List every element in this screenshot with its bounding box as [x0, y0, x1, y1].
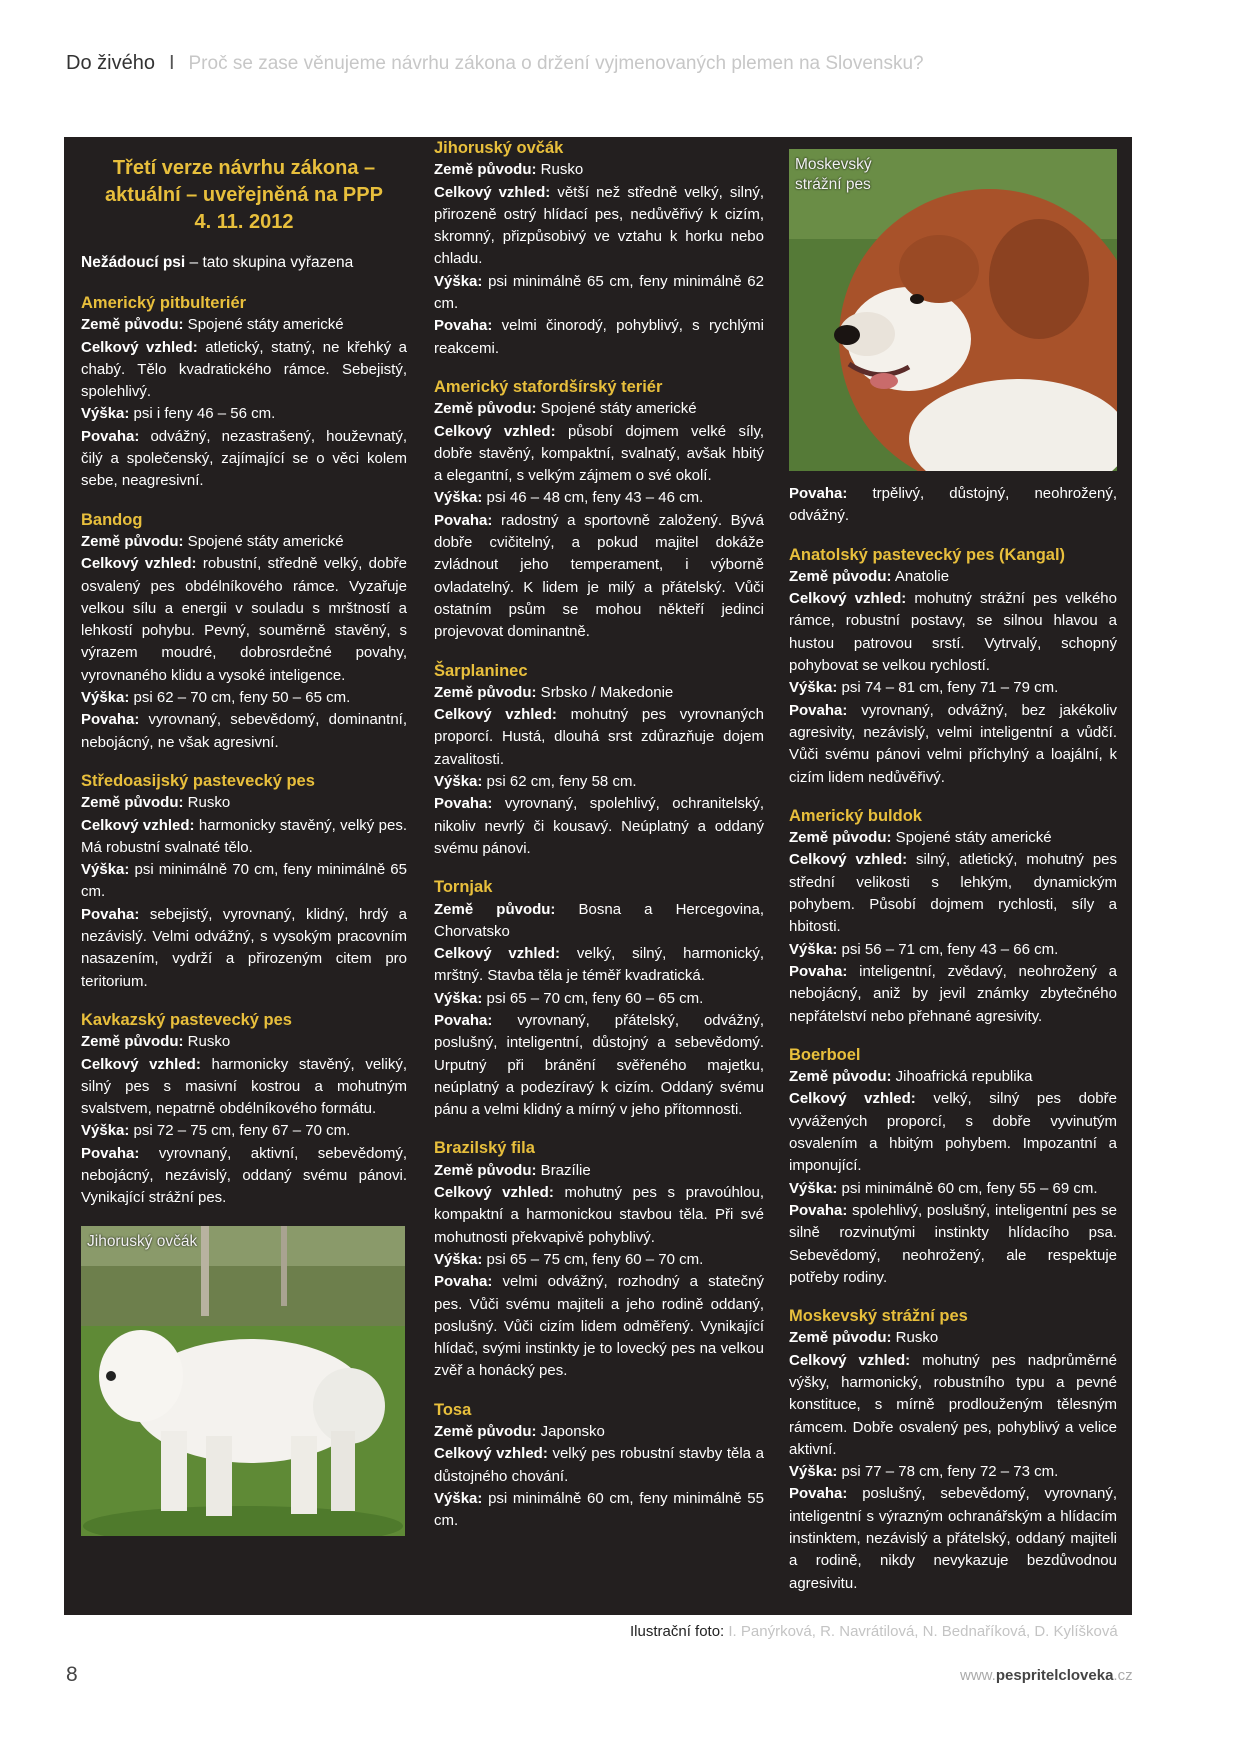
label-height: Výška: — [81, 689, 130, 707]
breed-name: Kavkazský pastevecký pes — [81, 1010, 292, 1029]
breed-entry-south-russian — [434, 137, 764, 360]
appearance-value: mohutný pes nadprůměrné výšky, harmonický, robustního typu a pevné konstituce, s mírně prodlouženým tělesným rámcem. Dobře osvalený pes, pohyblivý a velice aktivní. — [789, 1351, 1117, 1458]
label-origin: Země původu: — [81, 1033, 184, 1051]
temperament-value: inteligentní, zvědavý, neohrožený a nebojácný, aniž by jevil známky zbytečného nepřátelství nebo přehnané agresivity. — [789, 962, 1117, 1025]
appearance-value: velký, silný pes dobře vyvážených proporcí, s dobře vyvinutým osvalením a hbitým pohybem. Impozantní a imponující. — [789, 1090, 1117, 1175]
breed-entry-bandog — [81, 509, 407, 754]
label-height: Výška: — [434, 272, 483, 290]
label-origin: Země původu: — [789, 567, 892, 585]
breed-list-panel — [64, 137, 1132, 1615]
south-russian-shepherd-photo — [81, 1226, 405, 1536]
label-origin: Země původu: — [789, 1329, 892, 1347]
breed-entry-pitbull — [81, 292, 407, 493]
height-value: psi minimálně 65 cm, feny minimálně 62 cm. — [434, 272, 764, 313]
photo-caption: Jihoruský ovčák — [87, 1232, 198, 1250]
label-temperament: Povaha: — [434, 511, 493, 529]
temperament-value: poslušný, sebevědomý, vyrovnaný, inteligentní s výrazným ochranářským a hlídacím instinktem, nezávislý a přátelský, oddaný majiteli a rodině, nikdy nevykazuje bezdůvodnou agresivitu. — [789, 1485, 1117, 1592]
label-height: Výška: — [434, 489, 483, 507]
height-value: psi 62 cm, feny 58 cm. — [482, 773, 637, 791]
label-origin: Země původu: — [81, 316, 184, 334]
origin-value: Spojené státy americké — [536, 400, 697, 418]
breed-name: Tosa — [434, 1400, 472, 1419]
height-value: psi 72 – 75 cm, feny 67 – 70 cm. — [129, 1122, 351, 1140]
label-temperament: Povaha: — [789, 962, 848, 980]
label-height: Výška: — [789, 679, 838, 697]
box-title — [81, 155, 407, 236]
label-height: Výška: — [434, 773, 483, 791]
origin-value: Srbsko / Makedonie — [536, 683, 674, 701]
moscow-watchdog-photo — [789, 149, 1117, 471]
photo-caption-line-1: Moskevský — [795, 156, 872, 173]
label-height: Výška: — [81, 861, 130, 879]
temperament-value: vyrovnaný, přátelský, odvážný, poslušný, inteligentní, důstojný a sebevědomý. Urputný při bránění svěřeného majetku, neúplatný a podezíravý k cizím. Oddaný svému pánu a velmi klidný a mírný v jeho přítomnosti. — [434, 1011, 764, 1119]
breed-entry-kangal — [789, 544, 1117, 789]
column-1 — [81, 137, 407, 1536]
temperament-value: radostný a sportovně založený. Bývá dobře cvičitelný, a pokud majitel dokáže zvládnout jeho temperament, i výborně ovladatelný. K lidem je milý a přátelský. Vůči ostatním psům se mohou někteří jedinci projevovat dominantně. — [434, 511, 764, 641]
height-value: psi minimálně 60 cm, feny 55 – 69 cm. — [837, 1179, 1098, 1197]
height-value: psi i feny 46 – 56 cm. — [129, 405, 276, 423]
label-appearance: Celkový vzhled: — [434, 183, 551, 201]
breed-name: Americký stafordšírský teriér — [434, 377, 663, 396]
appearance-value: velký pes robustní stavby těla a důstojného chování. — [434, 1445, 764, 1485]
breed-name: Šarplaninec — [434, 661, 528, 680]
label-height: Výška: — [434, 1489, 483, 1507]
photo-credit-label: Ilustrační foto: — [630, 1623, 725, 1640]
intro-bold: Nežádoucí psi — [81, 254, 186, 271]
height-value: psi 74 – 81 cm, feny 71 – 79 cm. — [837, 679, 1059, 697]
appearance-value: mohutný pes s pravoúhlou, kompaktní a harmonickou stavbou těla. Při své mohutnosti překvapivě pohyblivý. — [434, 1184, 764, 1246]
origin-value: Bosna a Hercegovina, Chorvatsko — [434, 900, 764, 940]
label-origin: Země původu: — [434, 400, 537, 418]
origin-value: Jihoafrická republika — [891, 1068, 1033, 1086]
breed-name: Americký buldok — [789, 806, 922, 825]
origin-value: Spojené státy americké — [183, 532, 344, 550]
photo-caption-line-2: strážní pes — [795, 176, 871, 193]
height-value: psi minimálně 60 cm, feny minimálně 55 cm. — [434, 1489, 764, 1530]
label-height: Výška: — [434, 989, 483, 1007]
temperament-value: vyrovnaný, odvážný, bez jakékoliv agresivity, nezávislý, velmi inteligentní a vůdčí. Vůči svému pánovi velmi příchylný a loajální, k cizím lidem nedůvěřivý. — [789, 701, 1117, 786]
breed-name: Boerboel — [789, 1045, 861, 1064]
label-temperament: Povaha: — [789, 485, 848, 502]
temperament-value: velmi odvážný, rozhodný a statečný pes. Vůči svému majiteli a jeho rodině oddaný, poslušný. Vůči cizím lidem odměřený. Vynikající hlídač, svými instinkty je to lovecký pes na velkou zvěř a honácký pes. — [434, 1273, 764, 1380]
label-appearance: Celkový vzhled: — [81, 555, 197, 573]
appearance-value: silný, atletický, mohutný pes střední velikosti s lehkým, dynamickým pohybem. Působí dojmem rychlosti, síly a hbitosti. — [789, 851, 1118, 936]
temperament-value: vyrovnaný, spolehlivý, ochranitelský, nikoliv nevrlý či kousavý. Neúplatný a oddaný svému pánovi. — [434, 795, 764, 857]
label-temperament: Povaha: — [81, 905, 140, 923]
column-2 — [434, 137, 764, 1549]
website-prefix: www. — [960, 1667, 996, 1684]
header-subtitle: Proč se zase věnujeme návrhu zákona o držení vyjmenovaných plemen na Slovensku? — [188, 53, 924, 74]
origin-value: Rusko — [891, 1329, 939, 1347]
section-name: Do živého — [66, 52, 155, 74]
label-appearance: Celkový vzhled: — [789, 1090, 916, 1108]
box-title-date: 4. 11. 2012 — [194, 211, 294, 233]
label-temperament: Povaha: — [789, 1485, 848, 1503]
breed-entry-american-bulldog — [789, 805, 1117, 1028]
box-title-line-1: Třetí verze návrhu zákona – — [112, 157, 376, 179]
dog-photo-image — [81, 1226, 405, 1536]
label-appearance: Celkový vzhled: — [789, 590, 907, 608]
appearance-value: větší než středně velký, silný, přirozeně ostrý hlídací pes, nedůvěřivý k cizím, skromný, přizpůsobivý ve vztahu k horku nebo chladu. — [434, 183, 765, 268]
label-appearance: Celkový vzhled: — [434, 422, 556, 440]
label-origin: Země původu: — [81, 532, 184, 550]
temperament-value: spolehlivý, poslušný, inteligentní pes se silně rozvinutými instinkty hlídacího psa. Sebevědomý, neohrožený, ale respektuje potřeby rodiny. — [789, 1201, 1117, 1286]
label-origin: Země původu: — [81, 794, 184, 812]
photo-caption — [795, 155, 872, 195]
height-value: psi 65 – 75 cm, feny 60 – 70 cm. — [482, 1250, 704, 1268]
origin-value: Japonsko — [536, 1423, 605, 1441]
dog-photo-image — [789, 149, 1117, 471]
label-temperament: Povaha: — [434, 1011, 493, 1029]
photo-credit-names: I. Panýrková, R. Navrátilová, N. Bednaříková, D. Kylíšková — [724, 1623, 1118, 1640]
label-appearance: Celkový vzhled: — [81, 1055, 201, 1073]
breed-name: Americký pitbulteriér — [81, 294, 247, 312]
breed-entry-moscow-watchdog — [789, 1305, 1117, 1595]
website-link[interactable] — [960, 1667, 1133, 1684]
appearance-value: mohutný strážní pes velkého rámce, robustní postavy, se silnou hlavou a hustou patrovou srstí. Vytrvalý, schopný pohybovat se velkou rychlostí. — [789, 590, 1117, 675]
breed-name: Jihoruský ovčák — [434, 139, 564, 157]
origin-value: Rusko — [183, 1033, 231, 1051]
appearance-value: atletický, statný, ne křehký a chabý. Tělo kvadratického rámce. Sebejistý, spolehlivý. — [81, 338, 407, 401]
origin-value: Spojené státy americké — [183, 316, 344, 334]
label-temperament: Povaha: — [434, 317, 493, 335]
label-origin: Země původu: — [434, 900, 556, 918]
origin-value: Anatolie — [891, 567, 950, 585]
label-height: Výška: — [81, 1122, 130, 1140]
breed-entry-fila — [434, 1137, 764, 1382]
height-value: psi 65 – 70 cm, feny 60 – 65 cm. — [482, 989, 704, 1007]
label-appearance: Celkový vzhled: — [81, 816, 195, 834]
breed-entry-sarplaninac — [434, 660, 764, 861]
label-appearance: Celkový vzhled: — [81, 338, 198, 356]
label-appearance: Celkový vzhled: — [434, 1184, 554, 1202]
appearance-value: mohutný pes vyrovnaných proporcí. Hustá, dlouhá srst zdůrazňuje dojem zavalitosti. — [434, 706, 764, 768]
label-height: Výška: — [789, 940, 838, 958]
label-temperament: Povaha: — [789, 1201, 848, 1219]
appearance-value: robustní, středně velký, dobře osvalený pes obdélníkového rámce. Vyzařuje velkou sílu a energii v souladu s mrštností a lehkostí pohybu. Pevný, souměrně stavěný, s výrazem moudré, dobrosrdečné povahy, vyrovnaného klidu a vysoké inteligence. — [81, 555, 407, 684]
breed-entry-tosa — [434, 1399, 764, 1533]
breed-entry-tornjak — [434, 876, 764, 1121]
breed-name: Brazilský fila — [434, 1139, 535, 1158]
label-height: Výška: — [81, 405, 130, 423]
website-domain: pespritelcloveka — [995, 1667, 1114, 1684]
label-origin: Země původu: — [434, 1161, 537, 1179]
photo-credit — [630, 1623, 1118, 1640]
origin-value: Spojené státy americké — [891, 829, 1052, 847]
appearance-value: působí dojmem velké síly, dobře stavěný, kompaktní, svalnatý, avšak hbitý a elegantní, s velkým zájmem o své okolí. — [434, 422, 764, 485]
height-value: psi 62 – 70 cm, feny 50 – 65 cm. — [129, 689, 351, 707]
column-3 — [789, 137, 1117, 1611]
label-temperament: Povaha: — [434, 1273, 493, 1291]
breed-entry-caucasian — [81, 1009, 407, 1210]
label-appearance: Celkový vzhled: — [434, 1445, 548, 1463]
label-origin: Země původu: — [434, 161, 537, 179]
appearance-value: harmonicky stavěný, velký pes. Má robustní svalnaté tělo. — [81, 816, 407, 856]
label-origin: Země původu: — [789, 829, 892, 847]
label-height: Výška: — [789, 1179, 838, 1197]
breed-name: Moskevský strážní pes — [789, 1307, 968, 1326]
page-header — [66, 52, 1186, 75]
origin-value: Rusko — [183, 794, 231, 812]
height-value: psi 77 – 78 cm, feny 72 – 73 cm. — [837, 1463, 1059, 1481]
label-temperament: Povaha: — [789, 701, 848, 719]
website-tld: .cz — [1113, 1667, 1133, 1684]
temperament-value: odvážný, nezastrašený, houževnatý, čilý a společenský, zajímající se o věci kolem sebe, neagresivní. — [81, 427, 407, 490]
box-title-line-2: aktuální – uveřejněná na PPP — [105, 184, 383, 206]
label-appearance: Celkový vzhled: — [789, 1351, 911, 1369]
temperament-value: velmi činorodý, pohyblivý, s rychlými reakcemi. — [434, 317, 764, 357]
breed-name: Tornjak — [434, 878, 493, 897]
header-separator: I — [168, 52, 175, 74]
label-origin: Země původu: — [434, 1423, 537, 1441]
label-origin: Země původu: — [434, 683, 537, 701]
breed-name: Bandog — [81, 510, 143, 529]
origin-value: Rusko — [536, 161, 584, 179]
label-appearance: Celkový vzhled: — [789, 851, 908, 869]
intro-text: – tato skupina vyřazena — [185, 254, 354, 271]
breed-name: Středoasijský pastevecký pes — [81, 771, 315, 790]
appearance-value: harmonicky stavěný, veliký, silný pes s masivní kostrou a mohutným svalstvem, nepatrně obdélníkového formátu. — [81, 1055, 408, 1118]
label-temperament: Povaha: — [81, 427, 140, 445]
temperament-value: trpělivý, důstojný, neohrožený, odvážný. — [789, 485, 1117, 525]
label-height: Výška: — [434, 1250, 483, 1268]
temperament-value: vyrovnaný, sebevědomý, dominantní, nebojácný, ne však agresivní. — [81, 711, 407, 751]
intro-note — [81, 252, 407, 274]
height-value: psi 46 – 48 cm, feny 43 – 46 cm. — [482, 489, 704, 507]
breed-name: Anatolský pastevecký pes (Kangal) — [789, 545, 1066, 564]
appearance-value: velký, silný, harmonický, mrštný. Stavba těla je téměř kvadratická. — [434, 945, 764, 985]
breed-entry-tosa-continued — [789, 483, 1117, 528]
label-origin: Země původu: — [789, 1068, 892, 1086]
label-height: Výška: — [789, 1463, 838, 1481]
height-value: psi minimálně 70 cm, feny minimálně 65 cm. — [81, 861, 407, 901]
label-temperament: Povaha: — [81, 1144, 140, 1162]
temperament-value: vyrovnaný, aktivní, sebevědomý, nebojácný, nezávislý, oddaný svému pánovi. Vynikající strážní pes. — [81, 1144, 407, 1207]
breed-entry-boerboel — [789, 1044, 1117, 1289]
height-value: psi 56 – 71 cm, feny 43 – 66 cm. — [837, 940, 1059, 958]
label-temperament: Povaha: — [81, 711, 140, 729]
breed-entry-amstaff — [434, 376, 764, 644]
label-temperament: Povaha: — [434, 795, 493, 813]
label-appearance: Celkový vzhled: — [434, 706, 557, 724]
label-appearance: Celkový vzhled: — [434, 945, 561, 963]
temperament-value: sebejistý, vyrovnaný, klidný, hrdý a nezávislý. Velmi odvážný, s vysokým pracovním nasazením, vydrží a přirozeným citem pro teritorium. — [81, 905, 407, 990]
origin-value: Brazílie — [536, 1161, 591, 1179]
breed-entry-central-asian — [81, 770, 407, 993]
page-number: 8 — [66, 1663, 78, 1686]
